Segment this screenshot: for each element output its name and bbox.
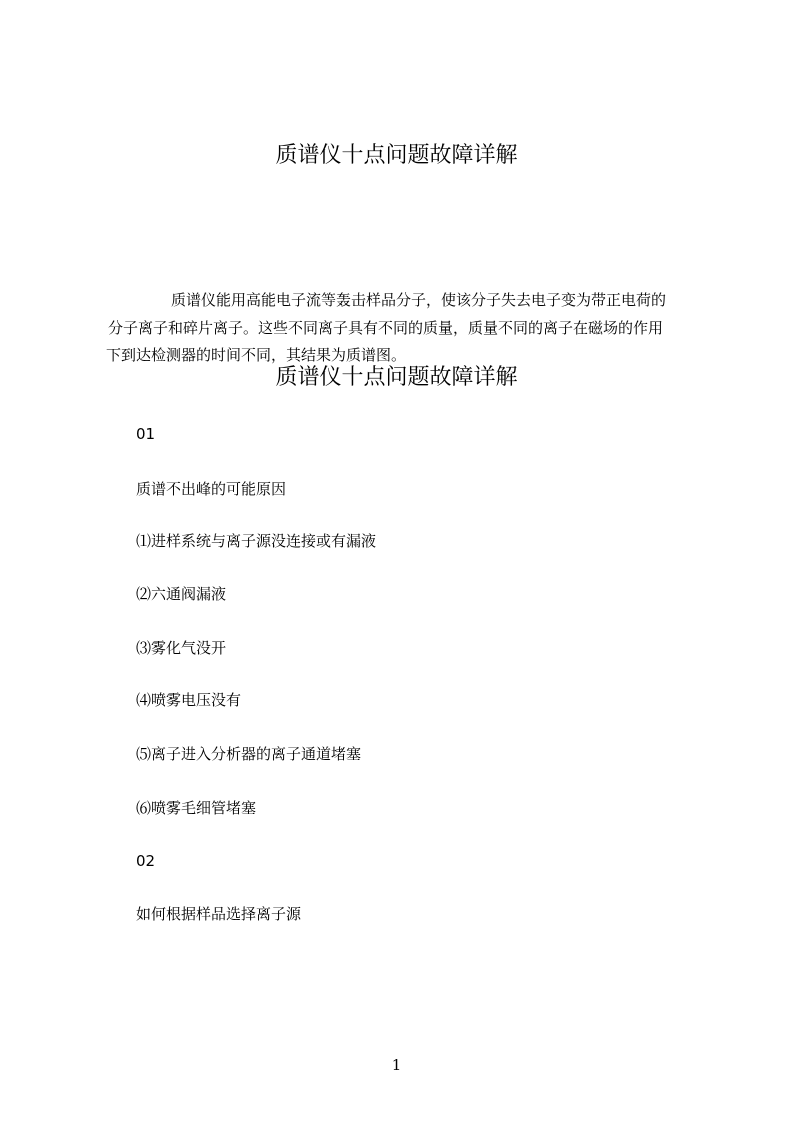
list-item: ⑴进样系统与离子源没连接或有漏液 xyxy=(136,532,377,550)
list-item: ⑷喷雾电压没有 xyxy=(136,691,242,709)
section-heading: 质谱不出峰的可能原因 xyxy=(136,480,287,498)
list-item: ⑸离子进入分析器的离子通道堵塞 xyxy=(136,745,362,763)
intro-paragraph-line: 下到达检测器的时间不同，其结果为质谱图。 xyxy=(106,346,407,364)
section-number: 02 xyxy=(136,852,156,870)
section-title: 质谱仪十点问题故障详解 xyxy=(275,365,518,390)
intro-paragraph-line: 分子离子和碎片离子。这些不同离子具有不同的质量，质量不同的离子在磁场的作用 xyxy=(108,319,664,337)
list-item: ⑶雾化气没开 xyxy=(136,639,227,657)
section-number: 01 xyxy=(136,425,156,443)
list-item: ⑹喷雾毛细管堵塞 xyxy=(136,799,257,817)
page-number: 1 xyxy=(391,1056,402,1074)
list-item: ⑵六通阀漏液 xyxy=(136,585,227,603)
intro-paragraph-line: 质谱仪能用高能电子流等轰击样品分子，使该分子失去电子变为带正电荷的 xyxy=(171,291,667,309)
section-heading: 如何根据样品选择离子源 xyxy=(136,905,302,923)
document-title: 质谱仪十点问题故障详解 xyxy=(275,143,518,168)
